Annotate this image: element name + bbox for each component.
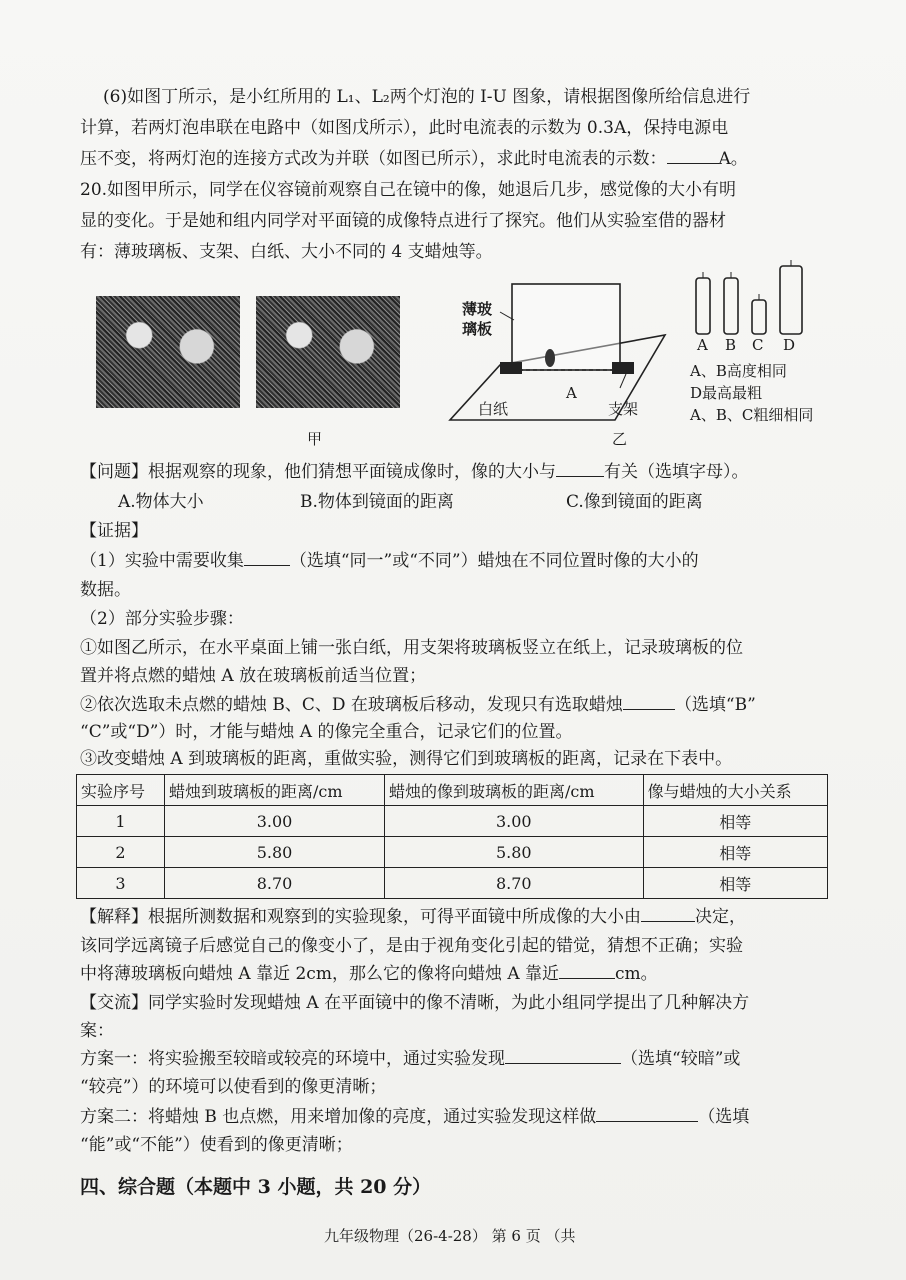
q20-line3: 有：薄玻璃板、支架、白纸、大小不同的 4 支蜡烛等。: [80, 242, 493, 262]
table-cell: 相等: [643, 806, 827, 837]
plan2-head: 方案二：将蜡烛 B 也点燃，用来增加像的亮度，通过实验发现这样做: [80, 1107, 597, 1127]
glass-label-2: 璃板: [462, 320, 493, 338]
step2-head: ②依次选取未点燃的蜡烛 B、C、D 在玻璃板后移动，发现只有选取蜡烛: [80, 695, 623, 715]
candle-note-3: A、B、C粗细相同: [690, 406, 814, 424]
explain-head: 【解释】根据所测数据和观察到的实验现象，可得平面镜中所成像的大小由: [80, 907, 641, 927]
plan1-head: 方案一：将实验搬至较暗或较亮的环境中，通过实验发现: [80, 1049, 505, 1069]
step2-line1: [80, 694, 840, 716]
table-header: 蜡烛的像到玻璃板的距离/cm: [385, 775, 644, 806]
explain-line3: [80, 963, 840, 985]
answer-blank[interactable]: [623, 695, 675, 710]
candle-label-d: D: [783, 336, 796, 354]
option-c: C.像到镜面的距离: [566, 492, 703, 512]
table-header: 蜡烛到玻璃板的距离/cm: [165, 775, 385, 806]
glass-plate: [512, 284, 620, 370]
candle-b: [724, 278, 738, 334]
answer-blank[interactable]: [559, 964, 615, 979]
table-header: 实验序号: [77, 775, 165, 806]
section-4-heading: 四、综合题（本题中 3 小题，共 20 分）: [80, 1176, 432, 1198]
paper-label: 白纸: [478, 400, 509, 418]
evidence-p1-cont: 数据。: [80, 580, 131, 600]
answer-blank[interactable]: [244, 551, 290, 566]
candle-note-1: A、B高度相同: [690, 362, 787, 380]
table-header: 像与蜡烛的大小关系: [643, 775, 827, 806]
table-cell: 相等: [643, 868, 827, 899]
stand-label: 支架: [608, 400, 639, 418]
step2-line2: “C”或“D”）时，才能与蜡烛 A 的像完全重合，记录它们的位置。: [80, 722, 573, 742]
stand-left: [500, 362, 522, 374]
candle-d: [780, 266, 802, 334]
answer-blank[interactable]: [505, 1049, 621, 1064]
table-cell: 3: [77, 868, 165, 899]
table-row: [77, 806, 828, 837]
data-table: [76, 774, 828, 899]
exchange-line1: 【交流】同学实验时发现蜡烛 A 在平面镜中的像不清晰，为此小组同学提出了几种解决方: [80, 993, 750, 1013]
figure-yi-caption: 乙: [612, 430, 628, 448]
evidence-p1: [80, 550, 840, 572]
evidence-p2: （2）部分实验步骤：: [80, 609, 244, 629]
figure-yi-diagram: [440, 270, 680, 440]
q19-6-line1: (6)如图丁所示，是小红所用的 L₁、L₂两个灯泡的 I-U 图象，请根据图像所给信息进行: [103, 87, 751, 107]
table-header-row: [77, 775, 828, 806]
q19-6-line3: [80, 148, 840, 170]
table-cell: 3.00: [165, 806, 385, 837]
answer-blank[interactable]: [667, 149, 719, 164]
plan2-line2: “能”或“不能”）使看到的像更清晰；: [80, 1135, 353, 1155]
glass-label-1: 薄玻: [462, 300, 493, 318]
candle-a: [696, 278, 710, 334]
step1-line1: ①如图乙所示，在水平桌面上铺一张白纸，用支架将玻璃板竖立在纸上，记录玻璃板的位: [80, 638, 743, 658]
stand-label-pointer: [620, 374, 626, 388]
candle-flame-icon: [545, 349, 555, 367]
step2-tail: （选填“B”: [674, 695, 756, 715]
question-head: 【问题】根据观察的现象，他们猜想平面镜成像时，像的大小与: [80, 462, 556, 482]
candle-label-a: A: [697, 336, 708, 354]
question-line: [80, 461, 840, 483]
evidence-p1-tail: （选填“同一”或“不同”）蜡烛在不同位置时像的大小的: [289, 551, 699, 571]
table-cell: 8.70: [165, 868, 385, 899]
explain-l3-head: 中将薄玻璃板向蜡烛 A 靠近 2cm，那么它的像将向蜡烛 A 靠近: [80, 964, 560, 984]
candle-c: [752, 300, 766, 334]
table-cell: 相等: [643, 837, 827, 868]
plan1-tail: （选填“较暗”或: [621, 1049, 741, 1069]
q19-6-line3-unit: A。: [718, 149, 748, 169]
table-cell: 5.80: [165, 837, 385, 868]
plan2-tail: （选填: [698, 1107, 750, 1127]
figure-jia-caption: 甲: [307, 430, 323, 448]
table-row: [77, 868, 828, 899]
answer-blank[interactable]: [556, 462, 604, 477]
plan2-line1: [80, 1106, 840, 1128]
explain-line1: [80, 906, 840, 928]
table-row: [77, 837, 828, 868]
candles-figure: [688, 258, 818, 336]
table-cell: 1: [77, 806, 165, 837]
evidence-p1-head: （1）实验中需要收集: [80, 551, 244, 571]
plan1-line1: [80, 1048, 840, 1070]
stand-right: [612, 362, 634, 374]
q20-line2: 显的变化。于是她和组内同学对平面镜的成像特点进行了探究。他们从实验室借的器材: [80, 211, 726, 231]
point-a-label: A: [566, 384, 577, 402]
q20-line1: 20.如图甲所示，同学在仪容镜前观察自己在镜中的像，她退后几步，感觉像的大小有明: [80, 180, 737, 200]
q19-6-line2: 计算，若两灯泡串联在电路中（如图戊所示），此时电流表的示数为 0.3A，保持电源电: [80, 118, 729, 138]
candle-note-2: D最高最粗: [690, 384, 763, 402]
table-cell: 8.70: [385, 868, 644, 899]
exchange-line2: 案：: [80, 1021, 114, 1041]
option-b: B.物体到镜面的距离: [300, 492, 454, 512]
photo-mirror-far: [256, 296, 400, 408]
explain-line2: 该同学远离镜子后感觉自己的像变小了，是由于视角变化引起的错觉，猜想不正确；实验: [80, 936, 743, 956]
step3: ③改变蜡烛 A 到玻璃板的距离，重做实验，测得它们到玻璃板的距离，记录在下表中。: [80, 749, 733, 769]
question-tail: 有关（选填字母）。: [604, 462, 749, 482]
evidence-title: 【证据】: [80, 521, 148, 541]
q19-6-line3-text: 压不变，将两灯泡的连接方式改为并联（如图已所示），求此时电流表的示数：: [80, 149, 667, 169]
answer-blank[interactable]: [596, 1107, 698, 1122]
candle-label-b: B: [725, 336, 737, 354]
photo-mirror-near: [96, 296, 240, 408]
page-footer: 九年级物理（26-4-28） 第 6 页 （共: [324, 1227, 576, 1245]
answer-blank[interactable]: [641, 907, 695, 922]
option-a: A.物体大小: [118, 492, 204, 512]
explain-tail: 决定，: [695, 907, 746, 927]
explain-l3-unit: cm。: [615, 964, 658, 984]
table-cell: 2: [77, 837, 165, 868]
table-cell: 3.00: [385, 806, 644, 837]
step1-line2: 置并将点燃的蜡烛 A 放在玻璃板前适当位置；: [80, 666, 427, 686]
table-cell: 5.80: [385, 837, 644, 868]
plan1-line2: “较亮”）的环境可以使看到的像更清晰；: [80, 1077, 387, 1097]
candle-label-c: C: [752, 336, 764, 354]
